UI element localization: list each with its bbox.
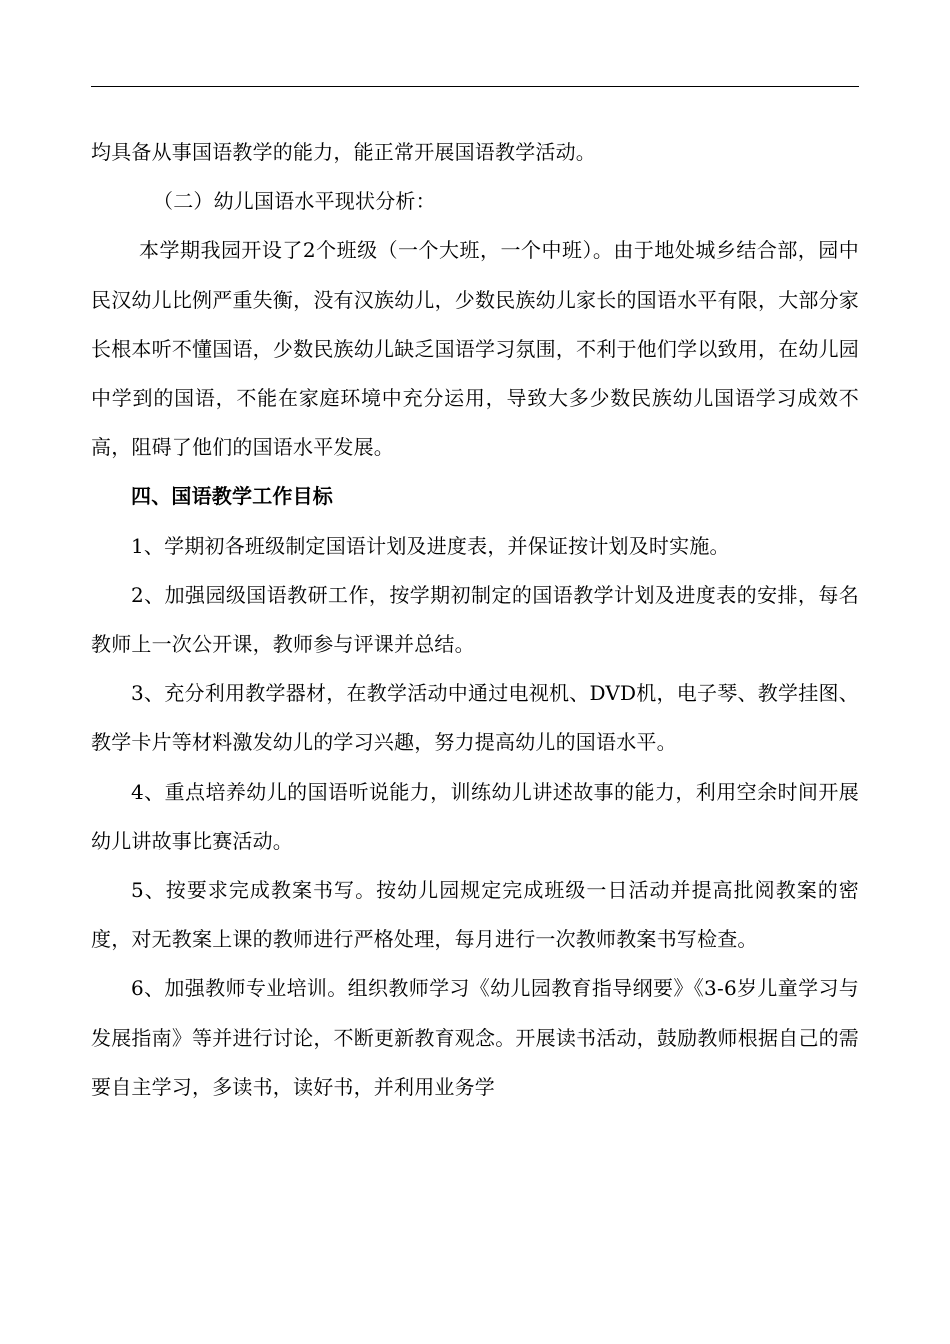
goal-item-3: 3、充分利用教学器材，在教学活动中通过电视机、DVD机，电子琴、教学挂图、教学卡片等材料激发幼儿的学习兴趣，努力提高幼儿的国语水平。 xyxy=(91,681,859,755)
paragraph-continuation: 均具备从事国语教学的能力，能正常开展国语教学活动。 xyxy=(91,140,596,164)
header-rule xyxy=(91,86,859,87)
goal-item-1: 1、学期初各班级制定国语计划及进度表，并保证按计划及时实施。 xyxy=(131,533,730,558)
subheading-child-language-analysis: （二）幼儿国语水平现状分析： xyxy=(153,189,436,214)
document-body xyxy=(91,128,859,1112)
goal-item-2: 2、加强园级国语教研工作，按学期初制定的国语教学计划及进度表的安排，每名教师上一次公开课，教师参与评课并总结。 xyxy=(91,582,859,657)
section-heading-goals: 四、国语教学工作目标 xyxy=(131,484,333,509)
paragraph-class-situation: 本学期我园开设了2个班级（一个大班，一个中班）。由于地处城乡结合部，园中民汉幼儿比例严重失衡，没有汉族幼儿，少数民族幼儿家长的国语水平有限，大部分家长根本听不懂国语，少数民族幼儿缺乏国语学习氛围，不利于他们学以致用，在幼儿园中学到的国语，不能在家庭环境中充分运用，导致大多少数民族幼儿国语学习成效不高，阻碍了他们的国语水平发展。 xyxy=(91,238,859,460)
goal-item-6: 6、加强教师专业培训。组织教师学习《幼儿园教育指导纲要》《3-6岁儿童学习与发展指南》等并进行讨论，不断更新教育观念。开展读书活动，鼓励教师根据自己的需要自主学习，多读书，读好书，并利用业务学 xyxy=(91,976,859,1099)
goal-item-4: 4、重点培养幼儿的国语听说能力，训练幼儿讲述故事的能力，利用空余时间开展幼儿讲故事比赛活动。 xyxy=(91,779,859,853)
goal-item-5: 5、按要求完成教案书写。按幼儿园规定完成班级一日活动并提高批阅教案的密度，对无教案上课的教师进行严格处理，每月进行一次教师教案书写检查。 xyxy=(91,878,859,952)
